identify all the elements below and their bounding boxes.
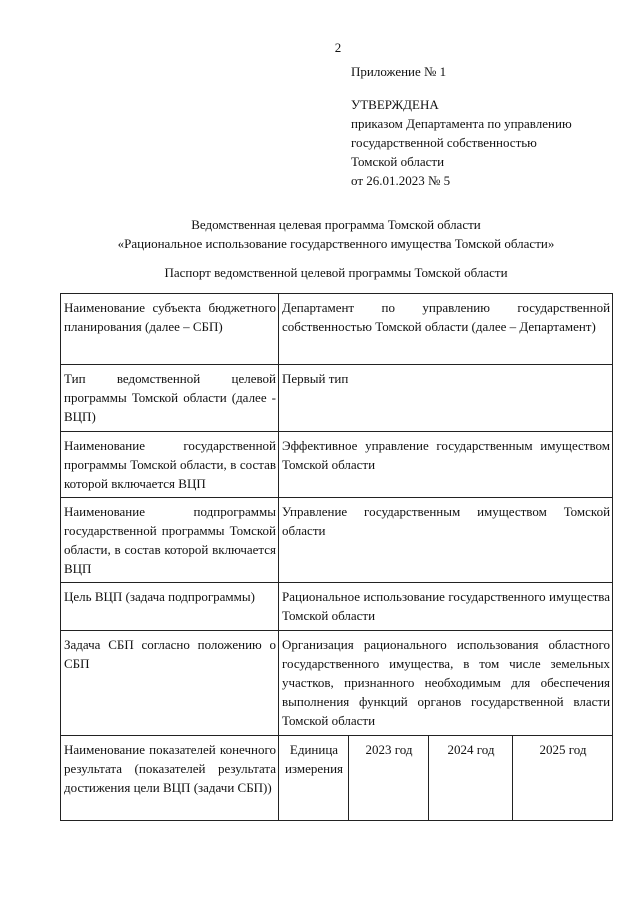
row-value: Рациональное использование государственного имущества Томской области (279, 583, 613, 631)
unit-header: Единица измерения (279, 736, 349, 821)
table-row (61, 365, 613, 432)
row-label: Наименование государственной программы Томской области, в состав которой включается ВЦП (61, 432, 279, 498)
table-row (61, 294, 613, 365)
approved-heading: УТВЕРЖДЕНА (351, 97, 439, 112)
table-row (61, 631, 613, 736)
row-value: Департамент по управлению государственной собственностью Томской области (далее – Департамент) (279, 294, 613, 365)
approval-line-3: Томской области (351, 154, 445, 169)
row-value: Эффективное управление государственным имуществом Томской области (279, 432, 613, 498)
table-row (61, 498, 613, 583)
program-title (60, 215, 612, 253)
indicators-row (61, 736, 613, 821)
program-title-line-2: «Рациональное использование государственного имущества Томской области» (117, 236, 555, 251)
approval-date: от 26.01.2023 № 5 (351, 173, 451, 188)
row-value: Управление государственным имуществом Томской области (279, 498, 613, 583)
passport-title: Паспорт ведомственной целевой программы Томской области (164, 265, 508, 280)
passport-table (60, 293, 613, 821)
annex-label: Приложение № 1 (351, 64, 447, 79)
row-label: Задача СБП согласно положению о СБП (61, 631, 279, 736)
year-2025-header: 2025 год (513, 736, 613, 821)
approval-line-2: государственной собственностью (351, 135, 537, 150)
table-row (61, 583, 613, 631)
row-label: Наименование субъекта бюджетного планирования (далее – СБП) (61, 294, 279, 365)
row-label: Наименование подпрограммы государственной программы Томской области, в состав которой включается ВЦП (61, 498, 279, 583)
year-2024-header: 2024 год (429, 736, 513, 821)
table-row (61, 432, 613, 498)
approval-line-1: приказом Департамента по управлению (351, 116, 572, 131)
row-label: Тип ведомственной целевой программы Томской области (далее - ВЦП) (61, 365, 279, 432)
indicators-label: Наименование показателей конечного результата (показателей результата достижения цели ВЦП (задачи СБП)) (61, 736, 279, 821)
page-number: 2 (334, 40, 342, 55)
row-value: Организация рационального использования областного государственного имущества, в том числе земельных участков, признанного необходимым для обеспечения выполнения функций органов государственной власти Томской области (279, 631, 613, 736)
year-2023-header: 2023 год (349, 736, 429, 821)
row-value: Первый тип (279, 365, 613, 432)
approval-block (351, 62, 621, 190)
row-label: Цель ВЦП (задача подпрограммы) (61, 583, 279, 631)
program-title-line-1: Ведомственная целевая программа Томской области (191, 217, 481, 232)
